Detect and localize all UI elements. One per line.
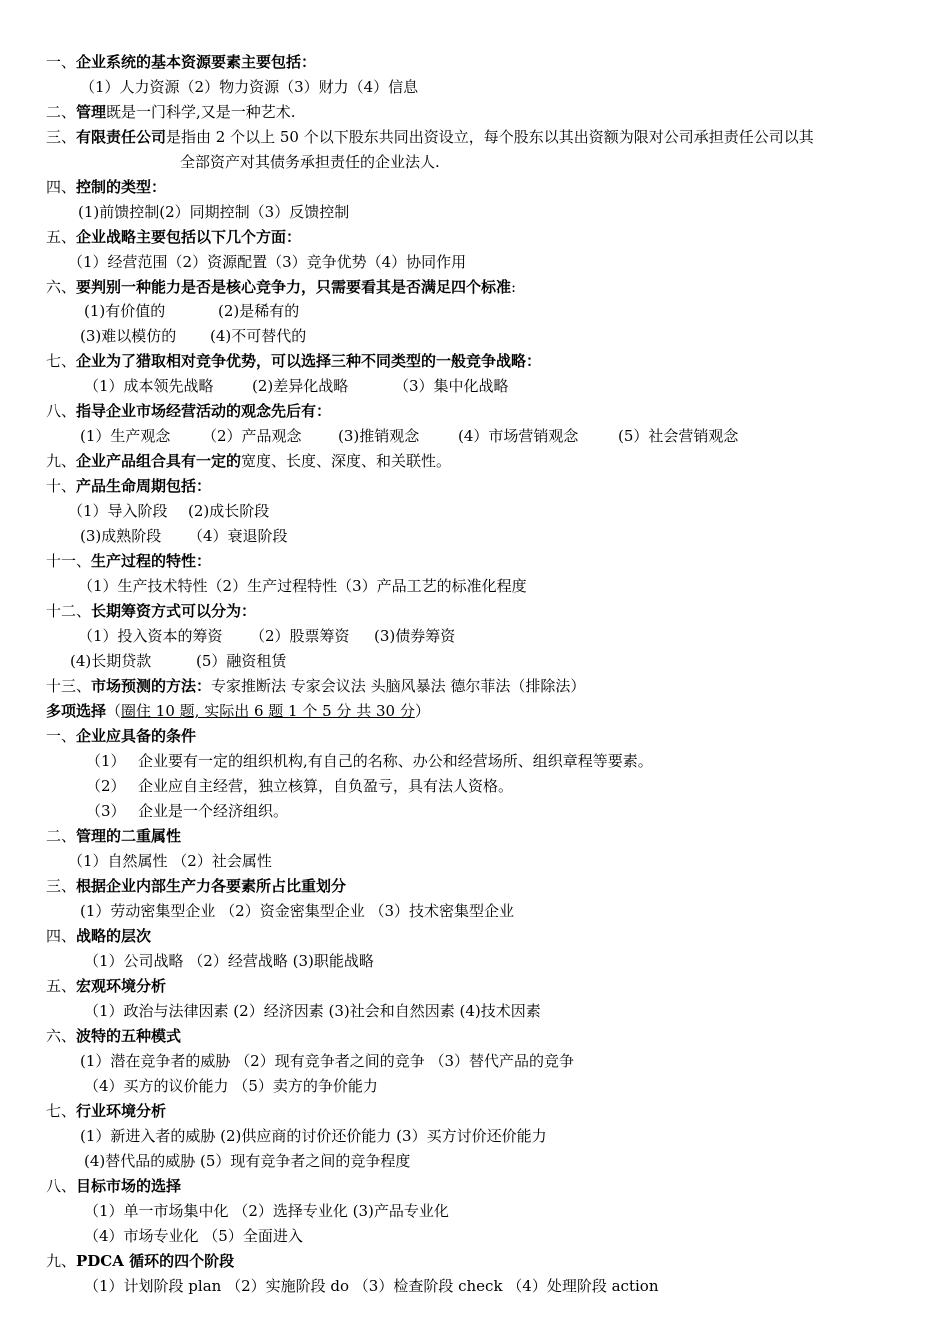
question-text: 管理的二重属性 [76, 827, 182, 845]
item-number: 四、 [46, 178, 77, 196]
answer-text: 专家推断法 专家会议法 头脑风暴法 德尔菲法（排除法） [211, 677, 586, 695]
multi-item-1-answer-3: 企业是一个经济组织。 [138, 802, 289, 820]
multi-item-9-question [46, 1251, 234, 1271]
item-13 [46, 676, 585, 696]
question-text: 控制的类型： [76, 178, 167, 196]
item-10-answer-4: （4）衰退阶段 [188, 527, 288, 545]
item-number: 十、 [46, 477, 77, 495]
item-number: 二、 [46, 827, 77, 845]
item-10-question [46, 476, 211, 496]
multi-item-1-answer-3-number: （3） [86, 802, 126, 820]
question-text: 波特的五种模式 [76, 1027, 182, 1045]
multi-item-9-answer: （1）计划阶段 plan （2）实施阶段 do （3）检查阶段 check （4）处理阶段 action [84, 1277, 659, 1295]
item-number: 六、 [46, 278, 77, 296]
item-number: 二、 [46, 103, 77, 121]
item-3 [46, 127, 814, 147]
item-7-question [46, 351, 541, 371]
item-number: 九、 [46, 452, 77, 470]
question-text: PDCA 循环的四个阶段 [76, 1252, 235, 1270]
term-text: 管理 [76, 103, 107, 121]
item-8-answer-4: (4）市场营销观念 [458, 427, 579, 445]
item-12-answer-1: （1）投入资本的筹资 [78, 627, 223, 645]
item-number: 十三、 [46, 677, 92, 695]
item-8-question [46, 401, 331, 421]
multi-item-8-answer-2: （4）市场专业化 （5）全面进入 [84, 1227, 303, 1245]
question-text: 市场预测的方法： [91, 677, 212, 695]
item-number: 三、 [46, 128, 77, 146]
question-text: 企业系统的基本资源要素主要包括： [76, 53, 317, 71]
multi-item-6-question [46, 1026, 181, 1046]
item-number: 一、 [46, 53, 77, 71]
colon-text: : [511, 278, 517, 296]
item-8-answer-1: (1）生产观念 [80, 427, 171, 445]
multi-item-3-answer: (1）劳动密集型企业 （2）资金密集型企业 （3）技术密集型企业 [80, 902, 515, 920]
item-number: 三、 [46, 877, 77, 895]
multi-item-3-question [46, 876, 346, 896]
item-number: 十一、 [46, 552, 92, 570]
item-10-answer-3: (3)成熟阶段 [80, 527, 162, 545]
item-number: 九、 [46, 1252, 77, 1270]
section-note: 圈住 10 题, 实际出 6 题 1 个 5 分 共 30 分 [121, 702, 415, 720]
item-8-answer-3: (3)推销观念 [338, 427, 420, 445]
multi-item-1-answer-1: 企业要有一定的组织机构,有自己的名称、办公和经营场所、组织章程等要素。 [138, 752, 653, 770]
multi-item-4-question [46, 926, 151, 946]
question-text: 指导企业市场经营活动的观念先后有： [76, 402, 332, 420]
item-9 [46, 451, 451, 471]
item-8-answer-2: （2）产品观念 [202, 427, 302, 445]
question-text: 目标市场的选择 [76, 1177, 182, 1195]
item-3-continuation: 全部资产对其债务承担责任的企业法人. [180, 153, 440, 171]
item-12-answer-2: （2）股票筹资 [250, 627, 350, 645]
answer-text: 宽度、长度、深度、和关联性。 [241, 452, 452, 470]
question-text: 长期筹资方式可以分为： [91, 602, 257, 620]
item-4-question [46, 177, 166, 197]
multi-item-5-question [46, 976, 166, 996]
term-text: 有限责任公司 [76, 128, 167, 146]
multi-item-8-question [46, 1176, 181, 1196]
item-6-question [46, 277, 516, 297]
item-6-answer-1: (1)有价值的 [84, 302, 166, 320]
item-11-answer: （1）生产技术特性（2）生产过程特性（3）产品工艺的标准化程度 [78, 577, 527, 595]
question-text: 宏观环境分析 [76, 977, 167, 995]
item-number: 一、 [46, 727, 77, 745]
question-text: 要判别一种能力是否是核心竞争力，只需要看其是否满足四个标准 [76, 278, 512, 296]
multi-item-6-answer-1: (1）潜在竞争者的威胁 （2）现有竞争者之间的竞争 （3）替代产品的竞争 [80, 1052, 575, 1070]
item-number: 四、 [46, 927, 77, 945]
item-1-question [46, 52, 316, 72]
item-7-answer-3: （3）集中化战略 [394, 377, 509, 395]
item-2 [46, 102, 296, 122]
multi-item-6-answer-2: （4）买方的议价能力 （5）卖方的争价能力 [84, 1077, 378, 1095]
item-number: 十二、 [46, 602, 92, 620]
question-text: 企业战略主要包括以下几个方面： [76, 228, 302, 246]
multi-item-2-question [46, 826, 181, 846]
item-10-answer-1: （1）导入阶段 [68, 502, 168, 520]
item-11-question [46, 551, 211, 571]
multi-item-8-answer-1: （1）单一市场集中化 （2）选择专业化 (3)产品专业化 [84, 1202, 449, 1220]
item-12-question [46, 601, 256, 621]
item-8-answer-5: (5）社会营销观念 [618, 427, 739, 445]
multi-item-1-answer-1-number: （1） [86, 752, 126, 770]
section-title: 多项选择 [46, 702, 107, 720]
item-10-answer-2: (2)成长阶段 [188, 502, 270, 520]
item-number: 七、 [46, 1102, 77, 1120]
question-text: 生产过程的特性： [91, 552, 212, 570]
multi-item-7-answer-1: (1）新进入者的威胁 (2)供应商的讨价还价能力 (3）买方讨价还价能力 [80, 1127, 547, 1145]
item-6-answer-3: (3)难以模仿的 [80, 327, 177, 345]
item-6-answer-4: (4)不可替代的 [210, 327, 307, 345]
item-1-answer: （1）人力资源（2）物力资源（3）财力（4）信息 [80, 78, 419, 96]
item-number: 七、 [46, 352, 77, 370]
multi-item-7-question [46, 1101, 166, 1121]
item-7-answer-1: （1）成本领先战略 [84, 377, 214, 395]
item-6-answer-2: (2)是稀有的 [218, 302, 300, 320]
question-text: 根据企业内部生产力各要素所占比重划分 [76, 877, 347, 895]
item-5-answer: （1）经营范围（2）资源配置（3）竞争优势（4）协同作用 [68, 253, 467, 271]
item-12-answer-4: (4)长期贷款 [70, 652, 152, 670]
item-number: 八、 [46, 1177, 77, 1195]
item-12-answer-3: (3)债券筹资 [374, 627, 456, 645]
multi-item-2-answer: （1）自然属性 （2）社会属性 [68, 852, 272, 870]
question-text: 产品生命周期包括： [76, 477, 212, 495]
multi-item-7-answer-2: (4)替代品的威胁 (5）现有竞争者之间的竞争程度 [84, 1152, 411, 1170]
definition-text: 是指由 2 个以上 50 个以下股东共同出资设立，每个股东以其出资额为限对公司承担责任公司以其 [166, 128, 814, 146]
paren-close: ） [414, 702, 430, 720]
multi-item-4-answer: （1）公司战略 （2）经营战略 (3)职能战略 [84, 952, 374, 970]
question-text: 战略的层次 [76, 927, 152, 945]
item-7-answer-2: (2)差异化战略 [252, 377, 349, 395]
item-5-question [46, 227, 301, 247]
paren-open: （ [106, 702, 122, 720]
item-number: 五、 [46, 228, 77, 246]
question-text: 企业为了猎取相对竞争优势，可以选择三种不同类型的一般竞争战略： [76, 352, 542, 370]
multi-item-5-answer: （1）政治与法律因素 (2）经济因素 (3)社会和自然因素 (4)技术因素 [84, 1002, 541, 1020]
multi-item-1-answer-2-number: （2） [86, 777, 126, 795]
question-text: 企业应具备的条件 [76, 727, 197, 745]
multi-item-1-answer-2: 企业应自主经营，独立核算，自负盈亏，具有法人资格。 [138, 777, 514, 795]
item-number: 六、 [46, 1027, 77, 1045]
item-4-answer: (1)前馈控制(2）同期控制（3）反馈控制 [78, 203, 350, 221]
item-number: 五、 [46, 977, 77, 995]
question-text: 企业产品组合具有一定的 [76, 452, 242, 470]
item-12-answer-5: (5）融资租赁 [196, 652, 287, 670]
multi-item-1-question [46, 726, 196, 746]
question-text: 行业环境分析 [76, 1102, 167, 1120]
section-heading-multiple-choice [46, 701, 430, 721]
definition-text: 既是一门科学,又是一种艺术. [106, 103, 296, 121]
item-number: 八、 [46, 402, 77, 420]
